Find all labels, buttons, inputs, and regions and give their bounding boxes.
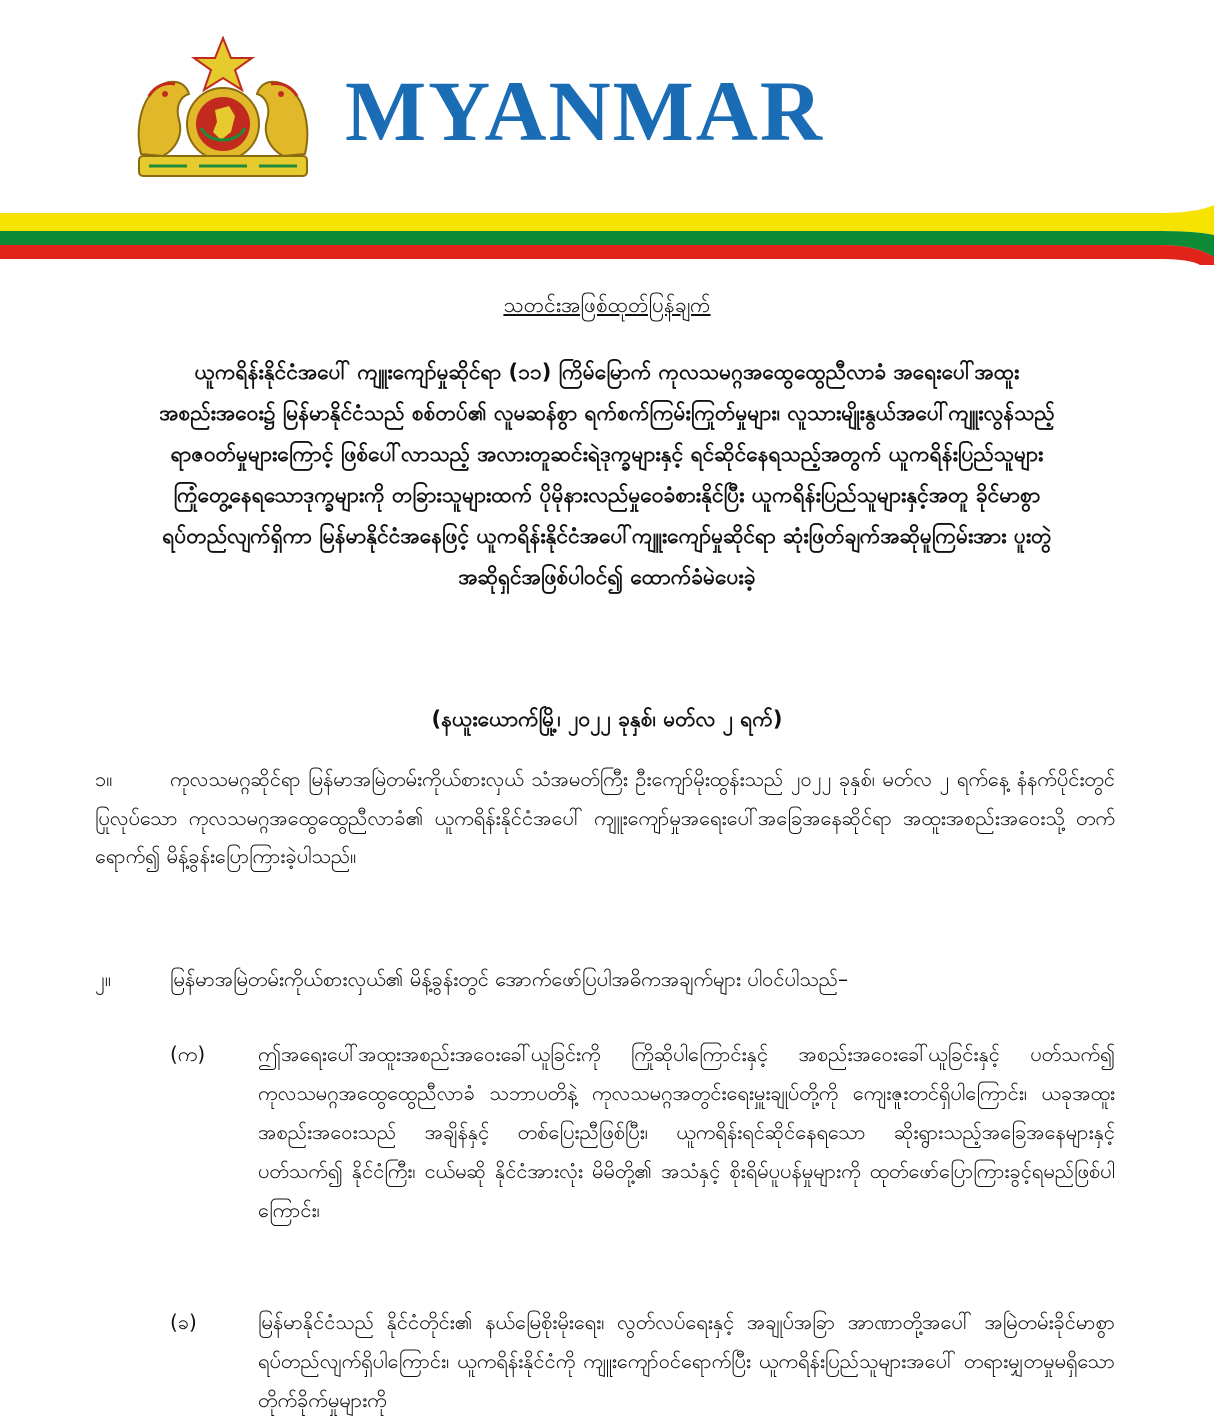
subpoint-label: (က) (170, 1042, 206, 1066)
state-seal-icon (135, 36, 311, 180)
paragraph-number: ၁။ (95, 767, 113, 791)
yellow-stripe (0, 205, 1214, 235)
subpoint-ka (170, 1035, 1115, 1275)
seal-scroll-icon (139, 156, 307, 176)
statement-dateline: (နယူးယောက်မြို့၊ ၂၀၂၂ ခုနှစ်၊ မတ်လ ၂ ရက်) (431, 707, 783, 731)
letterhead (0, 0, 1214, 270)
seal-star-icon (194, 38, 252, 90)
subpoint-text: မြန်မာနိုင်ငံသည် နိုင်ငံတိုင်း၏ နယ်မြေစိုးမိုးရေး၊ လွတ်လပ်ရေးနှင့် အချုပ်အခြာ အာဏာတို့အပေါ် အမြဲတမ်းခိုင်မာစွာ ရပ်တည်လျက်ရှိပါကြောင်း၊ ယူကရိန်းနိုင်ငံကို ကျူးကျော်ဝင်ရောက်ပြီး ယူကရိန်းပြည်သူများအပေါ် တရားမျှတမှုမရှိသော တိုက်ခိုက်မှုများကို (258, 1310, 1115, 1412)
subpoint-kha (170, 1303, 1115, 1426)
paragraph-number: ၂။ (95, 967, 111, 991)
statement-headline: ယူကရိန်းနိုင်ငံအပေါ် ကျူးကျော်မှုဆိုင်ရာ (၁၁) ကြိမ်မြောက် ကုလသမဂ္ဂအထွေထွေညီလာခံ အရေးပေါ်အထူးအစည်းအဝေး၌ မြန်မာနိုင်ငံသည် စစ်တပ်၏ လူမဆန်စွာ ရက်စက်ကြမ်းကြုတ်မှုများ၊ လူသားမျိုးနွယ်အပေါ်ကျူးလွန်သည့် ရာဇဝတ်မှုများကြောင့် ဖြစ်ပေါ်လာသည့် အလားတူဆင်းရဲဒုက္ခများနှင့် ရင်ဆိုင်နေရသည့်အတွက် ယူကရိန်းပြည်သူများ ကြုံတွေ့နေရသောဒုက္ခများကို တခြားသူများထက် ပိုမိုနားလည်မှုဝေခံစားနိုင်ပြီး ယူကရိန်းပြည်သူများနှင့်အတူ ခိုင်မာစွာရပ်တည်လျက်ရှိကာ မြန်မာနိုင်ငံအနေဖြင့် ယူကရိန်းနိုင်ငံအပေါ်ကျူးကျော်မှုဆိုင်ရာ ဆုံးဖြတ်ချက်အဆိုမူကြမ်းအား ပူးတွဲအဆိုရှင်အဖြစ်ပါဝင်၍ ထောက်ခံမဲပေးခဲ့ (159, 360, 1055, 589)
left-chinthe-icon (139, 82, 189, 156)
subpoint-label: (ခ) (170, 1310, 197, 1334)
paragraph-text: မြန်မာအမြဲတမ်းကိုယ်စားလှယ်၏ မိန့်ခွန်းတွင် အောက်ဖော်ပြပါအဓိကအချက်များ ပါဝင်ပါသည်– (170, 967, 849, 991)
paragraph-1 (95, 760, 1115, 876)
paragraph-text: ကုလသမဂ္ဂဆိုင်ရာ မြန်မာအမြဲတမ်းကိုယ်စားလှယ် သံအမတ်ကြီး ဦးကျော်မိုးထွန်းသည် ၂၀၂၂ ခုနှစ်၊ မတ်လ ၂ ရက်နေ့ နံနက်ပိုင်းတွင်ပြုလုပ်သော ကုလသမဂ္ဂအထွေထွေညီလာခံ၏ ယူကရိန်းနိုင်ငံအပေါ် ကျူးကျော်မှုအရေးပေါ်အခြေအနေဆိုင်ရာ အထူးအစည်းအဝေးသို့ တက်ရောက်၍ မိန့်ခွန်းပြောကြားခဲ့ပါသည်။ (95, 767, 1115, 868)
statement-title: သတင်းအဖြစ်ထုတ်ပြန်ချက် (503, 293, 711, 317)
cogwheel-icon (187, 88, 259, 160)
paragraph-2 (95, 960, 1115, 999)
flag-stripes (0, 205, 1214, 265)
country-wordmark: MYANMAR (345, 63, 824, 159)
statement-body (0, 280, 1214, 1426)
right-chinthe-icon (257, 82, 307, 156)
red-stripe (0, 245, 1214, 265)
subpoint-text: ဤအရေးပေါ်အထူးအစည်းအဝေးခေါ်ယူခြင်းကို ကြိုဆိုပါကြောင်းနှင့် အစည်းအဝေးခေါ်ယူခြင်းနှင့် ပတ်သက်၍ ကုလသမဂ္ဂအထွေထွေညီလာခံ သဘာပတိနဲ့ ကုလသမဂ္ဂအတွင်းရေးမှူးချုပ်တို့ကို ကျေးဇူးတင်ရှိပါကြောင်း၊ ယခုအထူးအစည်းအဝေးသည် အချိန်နှင့် တစ်ပြေးညီဖြစ်ပြီး၊ ယူကရိန်းရင်ဆိုင်နေရသော ဆိုးရွားသည့်အခြေအနေများနှင့် ပတ်သက်၍ နိုင်ငံကြီး၊ ငယ်မဆို နိုင်ငံအားလုံး မိမိတို့၏ အသံနှင့် စိုးရိမ်ပူပန်မှုများကို ထုတ်ဖော်ပြောကြားခွင့်ရမည်ဖြစ်ပါကြောင်း၊ (258, 1042, 1115, 1222)
